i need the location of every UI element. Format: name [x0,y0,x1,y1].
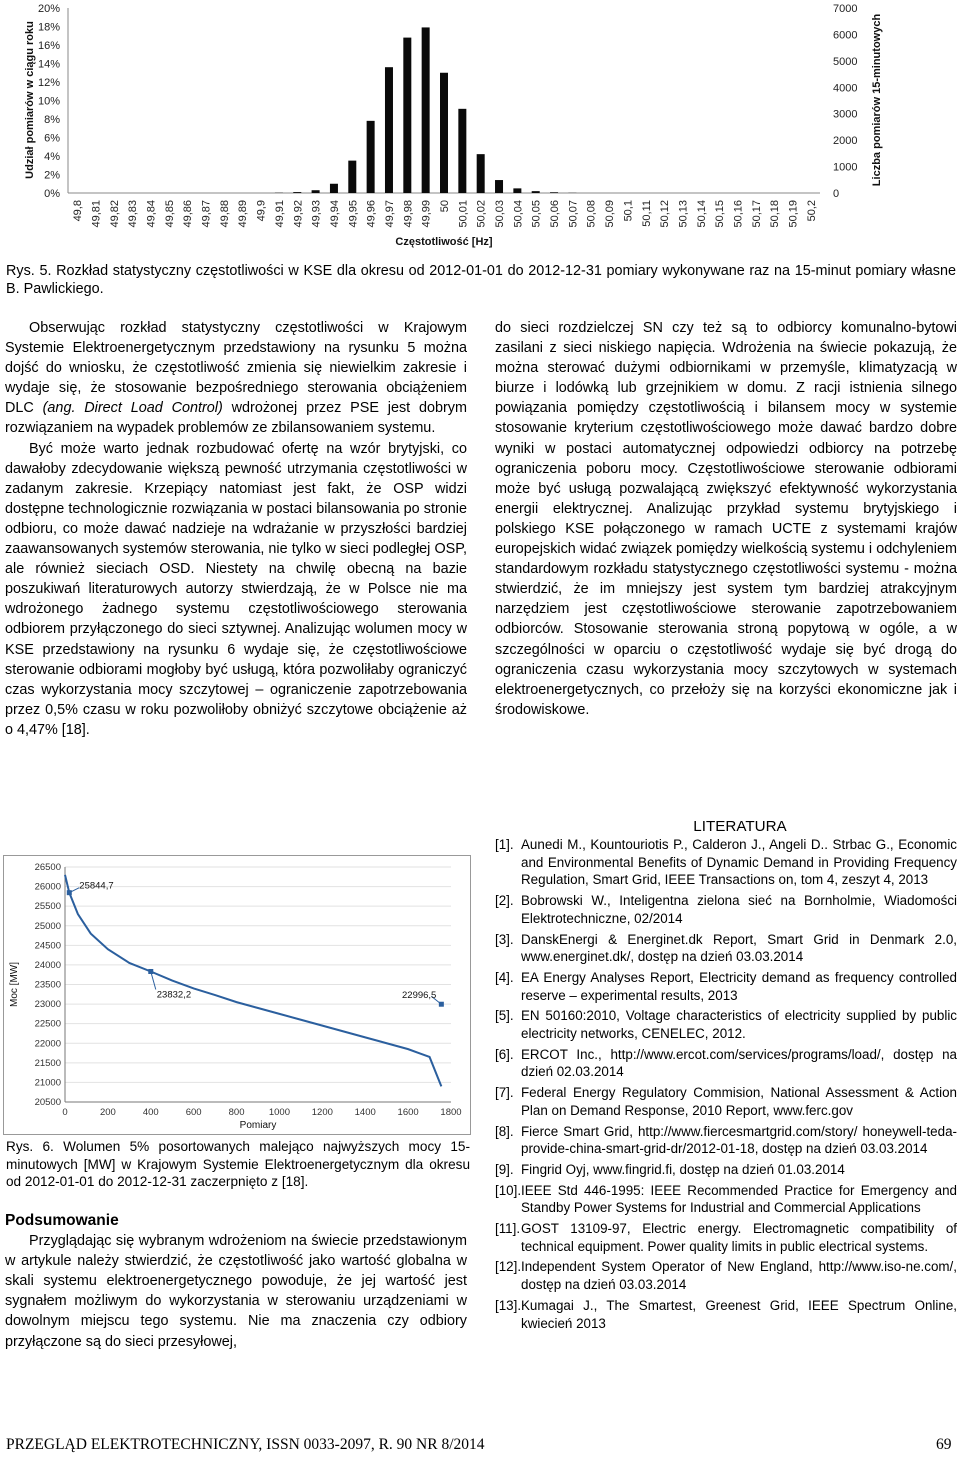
x-tick-label: 50,14 [695,200,708,228]
y-tick-label: 23500 [34,979,61,991]
x-tick-label: 49,92 [292,200,305,228]
x-tick-label: 50,08 [585,200,598,228]
histogram-bar [495,180,503,193]
histogram-bar [458,109,466,193]
reference-number: [10]. [495,1182,522,1198]
x-tick-label: 50,15 [714,200,727,228]
reference-item [495,1123,957,1158]
x-tick-label: 1400 [354,1107,376,1118]
reference-text: Bobrowski W., Inteligentna zielona sieć na Bornholmie, Wiadomości Elektrotechniczne, 02/2014 [521,893,957,926]
data-point-marker [148,969,153,974]
y-tick-label: 24000 [34,959,61,971]
reference-item [495,1084,957,1119]
x-tick-label: 49,89 [237,200,250,228]
left-column [5,318,467,740]
y-tick-label: 8% [44,114,60,126]
x-tick-label: 49,93 [310,200,323,228]
y-tick-label: 21500 [34,1057,61,1069]
x-tick-label: 49,82 [108,200,121,228]
y2-tick-label: 1000 [833,161,858,174]
y2-tick-label: 4000 [833,82,858,95]
reference-item [495,1258,957,1293]
y-tick-label: 25500 [34,901,61,913]
x-tick-label: 1600 [397,1107,419,1118]
y-tick-label: 10% [37,95,60,108]
reference-number: [12]. [495,1259,522,1275]
histogram-bar [293,192,301,193]
reference-number: [13]. [495,1297,522,1313]
histogram-bar [550,192,558,193]
data-label: 22996,5 [402,990,437,1002]
reference-number: [9]. [495,1161,514,1177]
summary-text: Przyglądając się wybranym wdrożeniom na świecie przedstawionym w artykule należy stwierdzić, że częstotliwość jako wartość globalna w skali systemu elektroenergetycznego powoduje, że jej wartość jest sygnałem możliwym do wykorzystania w sterowaniu urządzeniami w dowolnym miejscu tego systemu. Nie ma znaczenia czy odbiory przyłączone są do sieci przesyłowej, [5,1233,467,1350]
reference-text: DanskEnergi & Energinet.dk Report, Smart Grid in Denmark 2.0, www.energinet.dk/, dostęp na dzień 03.03.2014 [521,931,957,965]
frequency-histogram [0,0,960,258]
x-tick-label: 1200 [311,1107,333,1118]
y-tick-label: 23000 [34,999,61,1011]
x-tick-label: 49,94 [328,200,341,228]
reference-list [495,836,957,1335]
histogram-bar [477,154,485,193]
y-tick-label: 16% [37,40,60,52]
reference-text: Kumagai J., The Smartest, Greenest Grid, IEEE Spectrum Online, kwiecień 2013 [521,1297,957,1331]
reference-text: Independent System Operator of New England, http://www.iso-ne.com/, dostęp na dzień 03.03.2014 [521,1259,957,1293]
reference-item [495,836,957,889]
x-tick-label: 50,11 [640,200,653,227]
paragraph-2: Być może warto jednak rozbudować ofertę na wzór brytyjski, co dawałoby zdecydowanie większą pewność utrzymania częstotliwości w zadanym zakresie. Krzepiący natomiast jest fakt, że OSP widzi dostępne technologicznie rozwiązania w postaci bilansowania po stronie odbioru, co może dawać nadzieje na wdrażanie w przyszłości bardziej zaawansowanych systemów sterowania, nie tylko w sieci podległej OSP, ale również sieciach OSD. Niestety na chwilę obecną na bazie poszukiwań literaturowych autorzy stwierdzają, że w Polsce nie ma wdrożonego żadnego systemu częstotliwościowego sterowania odbiorem przyłączonego do sieci sztywnej. Analizując wolumen mocy w KSE przedstawiony na rysunku 6 wydaje się, że częstotliwościowe sterowanie odbiorami mogłoby być usługą, która pozwoliłaby ograniczyć czas wykorzystania mocy szczytowej – ograniczenie zapotrzebowania przez 0,5% czasu w roku pozwoliłoby obniżyć szczytowe obciążenie aż o 4,47% [18]. [5,440,467,738]
x-tick-label: 50,01 [457,200,470,228]
y-tick-label: 26500 [34,862,61,873]
y-tick-label: 25000 [34,920,61,932]
reference-number: [3]. [495,931,514,947]
x-tick-label: 50,1 [622,200,635,222]
literature-title: LITERATURA [693,818,787,835]
y2-tick-label: 2000 [833,135,858,148]
power-volume-chart [3,855,471,1135]
x-tick-label: 49,84 [145,200,158,228]
y2-tick-label: 5000 [833,55,858,68]
reference-item [495,1007,957,1042]
reference-text: ERCOT Inc., http://www.ercot.com/services/programs/load/, dostęp na dzień 02.03.2014 [521,1046,957,1080]
paragraph-1 [5,318,467,439]
paragraph-1-italic: (ang. Direct Load Control) [42,400,223,417]
histogram-bar [330,184,338,193]
y-tick-label: 20500 [34,1097,61,1108]
x-tick-label: 50,05 [530,200,543,228]
x-tick-label: 49,91 [273,200,286,228]
reference-number: [2]. [495,893,514,909]
x-tick-label: 800 [228,1107,245,1118]
reference-text: IEEE Std 446-1995: IEEE Recommended Practice for Emergency and Standby Power Systems for Industrial and Commercial Applications [521,1182,957,1216]
x-tick-label: 49,98 [402,200,415,228]
y-tick-label: 21000 [34,1077,61,1089]
histogram-bar [513,188,521,193]
reference-number: [6]. [495,1046,514,1062]
reference-text: Aunedi M., Kountouriotis P., Calderon J., Angeli D.. Strbac G., Economic and Environmental Benefits of Dynamic Demand in Providing Frequency Regulation, Smart Grid, IEEE Transactions on, tom 4, zeszyt 4, 2013 [521,837,957,888]
x-tick-label: 50,02 [475,200,488,228]
x-axis-label: Częstotliwość [Hz] [395,236,493,248]
y-tick-label: 26000 [34,881,61,893]
x-tick-label: 49,99 [420,200,433,228]
journal-footer: PRZEGLĄD ELEKTROTECHNICZNY, ISSN 0033-2097, R. 90 NR 8/2014 [6,1436,485,1453]
x-tick-label: 49,86 [182,200,195,228]
x-tick-label: 50,12 [659,200,672,228]
figure-5-caption: Rys. 5. Rozkład statystyczny częstotliwości w KSE dla okresu od 2012-01-01 do 2012-12-31 pomiary wykonywane raz na 15-minut pomiary własne B. Pawlickiego. [6,263,956,297]
right-column [495,318,957,720]
chart-frame [4,856,471,1135]
reference-item [495,1182,957,1217]
y-tick-label: 6% [44,132,60,145]
right-paragraph: do sieci rozdzielczej SN czy też są to odbiorcy komunalno-bytowi zasilani z sieci niskiego napięcia. Wdrożenia na świecie pokazują, że można sterować dużymi odbiornikami w przemyśle, klimatyzacją w biurze i lodówką lub grzejnikiem w domu. Z racji istnienia silnego powiązania pomiędzy częstotliwością i bilansem mocy w systemie stosowanie kryterium częstotliwościowego może dawać bardzo dobre wyniki w postaci automatycznej odpowiedzi odbiorcy na potrzebę ograniczenia poboru mocy. Częstotliwościowe sterowanie odbiorami może być usługą pozwalającą zwiększyć efektywność wykorzystania energii elektrycznej. Analizując przykład systemu brytyjskiego i polskiego KSE połączonego w ramach UCTE z systemami krajów europejskich widać związek pomiędzy wielkością systemu i odchyleniem standardowym rozkładu statystycznego częstotliwości systemu - można stwierdzić, że im mniejszy jest system tym bardziej atrakcyjnym narzędziem jest częstotliwościowe sterowanie zapotrzebowaniem odbiorców. Stosowanie sterowania stroną popytową w ogóle, a w szczególności w oparciu o częstotliwość wydaje się być drogą do ograniczenia czasu wykorzystania mocy szczytowych w systemach elektroenergetycznych, co przełoży się na korzyści ekonomiczne jak i środowiskowe. [495,320,957,718]
x-tick-label: 600 [185,1107,202,1118]
x-tick-label: 49,96 [365,200,378,228]
reference-item [495,892,957,927]
histogram-bar [422,27,430,193]
reference-item [495,1297,957,1332]
x-tick-label: 50,17 [750,200,763,228]
x-tick-label: 400 [142,1107,159,1118]
reference-item [495,1046,957,1081]
x-tick-label: 49,97 [383,200,396,228]
reference-number: [7]. [495,1085,514,1101]
histogram-bar [385,67,393,193]
y-tick-label: 22000 [34,1038,61,1050]
y2-tick-label: 3000 [833,108,858,121]
reference-item [495,1220,957,1255]
reference-text: Fierce Smart Grid, http://www.fiercesmartgrid.com/story/ honeywell-teda-provide-china-smart-grid-dr/2012-01-18, dostęp na dzień 03.03.2014 [521,1123,957,1157]
x-tick-label: 49,87 [200,200,213,228]
x-tick-label: 50,09 [604,200,617,228]
x-tick-label: 50,2 [805,200,818,222]
reference-text: Fingrid Oyj, www.fingrid.fi, dostęp na dzień 01.03.2014 [521,1161,845,1177]
x-tick-label: 0 [62,1107,68,1118]
reference-number: [4]. [495,969,514,985]
summary-section [5,1211,467,1352]
x-tick-label: 49,95 [347,200,360,228]
reference-item [495,931,957,966]
paragraph-1-end: wdrożonej przez PSE jest dobrym rozwiązaniem na wypadek problemów ze zbilansowaniem systemu. [5,400,467,437]
y-tick-label: 18% [37,21,60,34]
x-tick-label: 50,18 [769,200,782,228]
paragraph-1-text: Obserwując rozkład statystyczny częstotliwości w Krajowym Systemie Elektroenergetycznym przedstawiony na rysunku 5 można dojść do wniosku, że częstotliwość zmienia się niewielkim zakresie i wydaje się, że stosowanie bezpośredniego sterowania obciążeniem DLC [5,320,467,417]
y-tick-label: 14% [37,58,60,71]
x-tick-label: 50,16 [732,200,745,228]
y-tick-label: 4% [44,151,60,163]
reference-number: [11]. [495,1221,521,1237]
y-tick-label: 22500 [34,1018,61,1030]
x-tick-label: 50,07 [567,200,580,228]
reference-item [495,1161,957,1179]
y2-axis-label: Liczba pomiarów 15-minutowych [871,13,883,187]
y2-tick-label: 0 [833,188,840,200]
histogram-bar [403,38,411,193]
x-tick-label: 50 [439,200,451,213]
x-tick-label: 50,19 [787,200,800,228]
y-axis-label: Udział pomiarów w ciągu roku [24,21,36,179]
reference-number: [1]. [495,837,514,852]
y-tick-label: 2% [44,169,60,182]
reference-number: [5]. [495,1008,514,1024]
x-tick-label: 49,9 [255,200,268,222]
y-tick-label: 12% [37,77,60,89]
histogram-bar [532,191,540,193]
y2-tick-label: 6000 [833,29,858,42]
figure-6-caption: Rys. 6. Wolumen 5% posortowanych malejąco najwyższych mocy 15-minutowych [MW] w Krajowym Systemie Elektroenergetycznym dla okresu od 2012-01-01 do 2012-12-31 zaczerpnięto z [18]. [6,1139,470,1190]
x-tick-label: 1800 [440,1107,462,1118]
x-tick-label: 49,85 [163,200,176,228]
reference-text: EA Energy Analyses Report, Electricity demand as frequency controlled reserve – experimental results, 2013 [521,969,957,1003]
x-tick-label: 200 [99,1107,116,1118]
x-tick-label: 49,83 [127,200,140,228]
summary-heading: Podsumowanie [5,1212,119,1229]
data-point-marker [67,890,72,895]
x-tick-label: 50,04 [512,200,525,228]
x-tick-label: 50,03 [494,200,507,228]
reference-text: Federal Energy Regulatory Commision, National Assessment & Action Plan on Demand Response, 2010 Report, www.ferc.gov [521,1085,957,1118]
y-tick-label: 20% [37,3,60,15]
y-tick-label: 0% [44,188,60,200]
reference-text: EN 50160:2010, Voltage characteristics of electricity supplied by public electricity networks, CENELEC, 2012. [521,1008,957,1042]
reference-text: GOST 13109-97, Electric energy. Electromagnetic compatibility of technical equipment. Power quality limits in public electrical systems. [521,1221,957,1254]
page-number: 69 [936,1436,952,1453]
x-tick-label: 50,13 [677,200,690,228]
y2-tick-label: 7000 [833,3,858,15]
data-label: 23832,2 [156,989,192,1001]
x-tick-label: 50,06 [549,200,562,228]
reference-number: [8]. [495,1123,514,1139]
x-tick-label: 49,88 [218,200,231,228]
histogram-bar [367,121,375,193]
y-axis-label: Moc [MW] [9,962,20,1007]
data-point-marker [439,1002,444,1007]
histogram-bar [440,73,448,193]
x-axis-label: Pomiary [239,1120,277,1131]
reference-item [495,969,957,1004]
histogram-bar [312,190,320,193]
data-label: 25844,7 [79,880,114,892]
histogram-bar [348,161,356,193]
x-tick-label: 49,8 [72,200,85,222]
y-tick-label: 24500 [34,940,61,952]
x-tick-label: 1000 [268,1107,291,1118]
x-tick-label: 49,81 [90,200,103,228]
